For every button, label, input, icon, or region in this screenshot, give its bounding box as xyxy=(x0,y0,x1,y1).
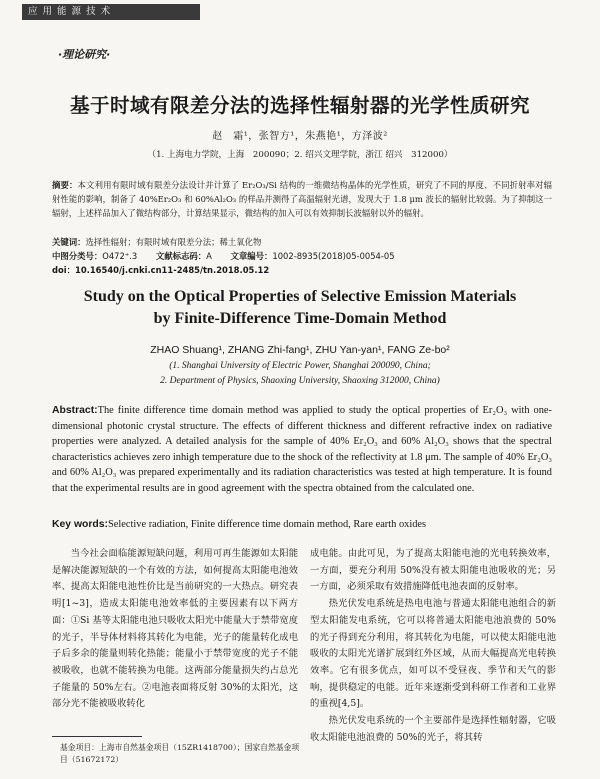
english-title-line-1: Study on the Optical Properties of Selective Emission Materials xyxy=(83,288,517,305)
article-number-label: 文章编号： xyxy=(230,251,273,261)
chinese-affiliation: （1. 上海电力学院，上海 200090；2. 绍兴文理学院，浙江 绍兴 312000） xyxy=(147,150,453,160)
body-paragraph: 热光伏发电系统是热电电池与普通太阳能电池组合的新型太阳能发电系统，它可以将普通太阳能电池浪费的 50%的光子得到充分利用，将其转化为电能，可以使太阳能电池吸收的太阳光光谱扩展到红外区域，从而大幅提高光电转换效率。它有很多优点，如可以不受昼夜、季节和天气的影响，提供稳定的电能。近年来逐渐受到科研工作者和工业界的重视[4,5]。 xyxy=(310,598,556,710)
article-number: 1002-8935(2018)05-0054-05 xyxy=(272,251,395,261)
funding-footnote: 基金项目：上海市自然基金项目（15ZR1418700）；国家自然基金项目（51672172） xyxy=(60,743,300,764)
chinese-title: 基于时域有限差分法的选择性辐射器的光学性质研究 xyxy=(69,94,530,117)
body-column-left xyxy=(52,546,298,713)
chinese-abstract-text: 本文利用有限时域有限差分法设计并计算了 Er₂O₃/Si 结构的一维微结构晶体的光学性质，研究了不同的厚度、不同折射率对辐射性能的影响，制备了 40%Er₂O₃ 和 60%Al₂O₃ 的样品并测得了高温辐射光谱，发现大于 1.8 μm 波长的辐射比较弱。为了抑制这一辐射，上述样品加入了微结构部分，计算结果显示，微结构的加入可以有效抑制长波辐射以外的辐射。 xyxy=(52,180,553,218)
english-affiliation-1: (1. Shanghai University of Electric Power, Shanghai 200090, China; xyxy=(169,361,431,371)
doi-line xyxy=(52,264,269,277)
english-abstract xyxy=(52,403,552,497)
doc-code-label: 文献标志码： xyxy=(155,251,207,261)
english-keywords-text: Selective radiation, Finite difference time domain method, Rare earth oxides xyxy=(108,519,427,530)
english-abstract-label: Abstract: xyxy=(52,405,98,416)
clc-label: 中图分类号： xyxy=(52,251,103,261)
body-paragraph: 成电能。由此可见，为了提高太阳能电池的光电转换效率，一方面，要充分利用 50%没有被太阳能电池吸收的光；另一方面，必须采取有效措施降低电池表面的反射率。 xyxy=(310,548,556,593)
english-keywords-label: Key words: xyxy=(52,519,109,530)
footnote-divider xyxy=(52,736,142,737)
doc-code: A xyxy=(206,251,212,261)
english-abstract-text: The finite difference time domain method was applied to study the optical properties of Er₂O₃ with one-dimensional photonic crystal structure. The effects of different thickness and different refractive index on radiative properties were analyzed. A detailed analysis for the sample of 40% Er₂O₃ and 60% Al₂O₃ shows that the spectral characteristics achieves zero inhigh temperature due to the shock of the reflectivity at 1.8 μm. The sample of 40% Er₂O₃ and 60% Al₂O₃ was prepared experimentally and its radiation characteristics was tested at high temperature. It is found that the experimental results are in good agreement with the spectra obtained from the calculated one. xyxy=(52,405,552,494)
classification-line xyxy=(52,250,395,263)
english-affiliation-2: 2. Department of Physics, Shaoxing University, Shaoxing 312000, China) xyxy=(160,376,440,386)
chinese-keywords-text: 选择性辐射；有限时域有限差分法；稀土氧化物 xyxy=(85,237,262,247)
chinese-keywords xyxy=(52,236,261,249)
chinese-abstract-label: 摘要： xyxy=(52,180,78,190)
doi-value: 10.16540/j.cnki.cn11-2485/tn.2018.05.12 xyxy=(75,265,270,275)
chinese-authors: 赵 霜¹，张智方¹，朱燕艳¹，方泽波² xyxy=(212,131,388,142)
english-title-line-2: by Finite-Difference Time-Domain Method xyxy=(153,310,447,327)
doi-label: doi： xyxy=(52,265,75,275)
english-title xyxy=(0,286,600,330)
body-column-right xyxy=(310,546,556,746)
clc-number: O472⁺.3 xyxy=(102,251,138,261)
section-label: ·理论研究· xyxy=(58,48,111,61)
journal-section-tag: 应 用 能 源 技 术 xyxy=(22,4,200,20)
body-paragraph: 热光伏发电系统的一个主要部件是选择性辐射器，它吸收太阳能电池浪费的 50%的光子，将其转 xyxy=(310,715,556,743)
chinese-keywords-label: 关键词： xyxy=(52,237,86,247)
english-keywords xyxy=(52,519,552,530)
chinese-abstract xyxy=(52,178,552,220)
english-authors: ZHAO Shuang¹, ZHANG Zhi-fang¹, ZHU Yan-yan¹, FANG Ze-bo² xyxy=(150,344,450,356)
body-paragraph: 当今社会面临能源短缺问题，利用可再生能源如太阳能是解决能源短缺的一个有效的方法，如何提高太阳能电池效率、提高太阳能电池性价比是当前研究的一大热点。研究表明[1~3]，造成太阳能电池效率低的主要因素有以下两方面：①Si 基等太阳能电池只吸收太阳光中能量大于禁带宽度的光子，半导体材料将其转化为电能，光子的能量转化成电子后多余的能量则转化热能；能量小于禁带宽度的光子不能被吸收，也就不能转换为电能。这两部分能量损失约占总光子能量的 50%左右。②电池表面将反射 30%的太阳光，这部分光不能被吸收转化 xyxy=(52,548,298,710)
